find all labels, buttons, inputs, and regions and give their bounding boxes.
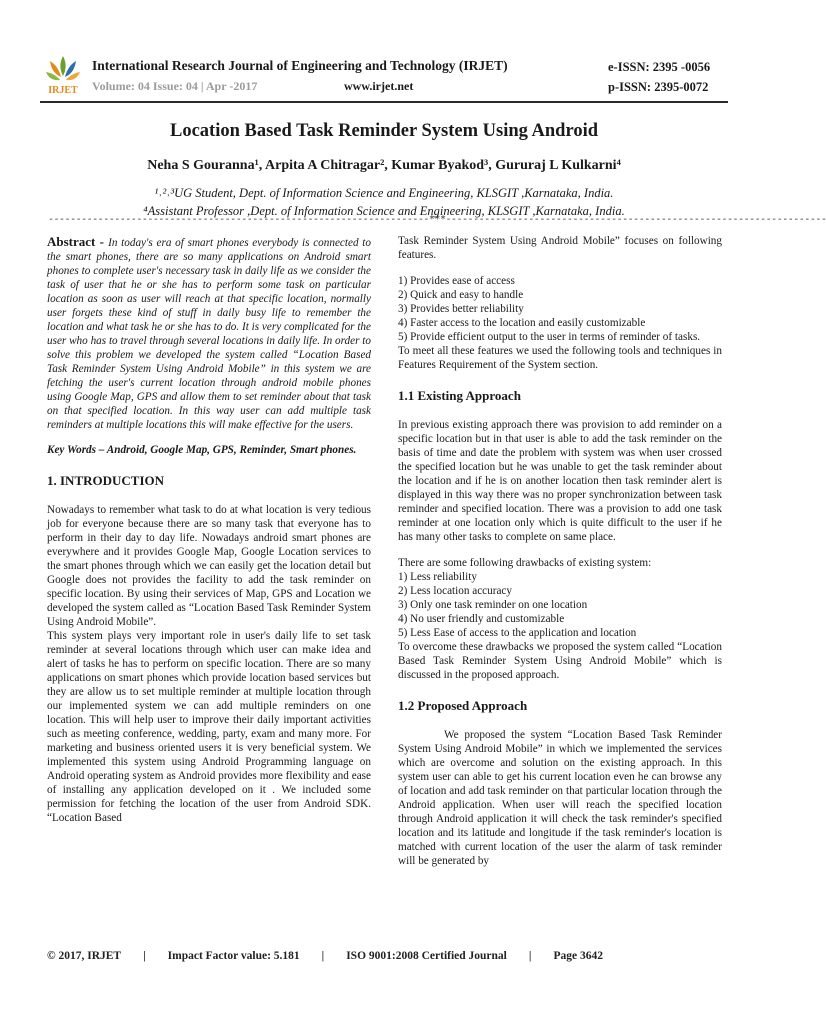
drawbacks-intro: There are some following drawbacks of existing system: [398,557,652,569]
separator-line: ---------------------------------------------------------------------***--------------------------------------------------------------------- [48,214,826,225]
drawback-item: 1) Less reliability [398,571,477,583]
logo-text: IRJET [48,85,78,96]
affiliation-1: ¹˒²˒³UG Student, Dept. of Information Science and Engineering, KLSGIT ,Karnataka, India. [154,186,614,200]
abstract-text: In today's era of smart phones everybody is connected to the smart phones, there are so many applications on Android smart phones to complete user's necessary task in daily life as we consider the task of user that he or she has to perform some task on particular location as soon as user will reach at that specific location, normally user forgets these kind of stuff in daily busy life to remember the location and what task he or she has to do. It is very complicated for the user who has to travel through several locations in daily life. In order to solve this problem we developed the system called “Location Based Task Reminder System Using Android Mobile” in this system we are fetching the user's current location through android mobile phones using Google Map, GPS and allow them to set reminder about that task on that specified location. In this way user can add multiple task reminders at multiple locations this will make effective for the users. [47,237,371,431]
abstract [47,234,371,432]
keywords: Key Words – Android, Google Map, GPS, Reminder, Smart phones. [47,444,357,456]
drawback-item: 2) Less location accuracy [398,585,512,597]
proposed-approach-heading: 1.2 Proposed Approach [398,698,528,713]
proposed-approach-paragraph: We proposed the system “Location Based Task Reminder System Using Android Mobile” in which we implemented the services which are overcome and solution on the existing approach. In this system user can able to get his current location even he can browse any of location and add task reminder on that particular location through the Android application. When user will reach the specified location through Android application it will check the task reminder's specified location and its latitude and longitude if the task reminder's location is matched with current location of the user the alarm of task reminder will be generated by [398,729,722,867]
footer-iso: ISO 9001:2008 Certified Journal [346,950,507,962]
existing-approach-paragraph: In previous existing approach there was provision to add reminder on a specific location but in that user is able to add the task reminder on the basis of time and date the problem with system was when user crossed the specified location but he was unable to get the task reminder about the location and if he is on another location then task reminder alert is displayed in this way there was no proper synchronization between task reminder and specified location. There was a provision to add one task reminder at one location only which is quite difficult to the user if he has many other tasks to complete on same place. [398,419,722,543]
feature-item: 1) Provides ease of access [398,275,515,287]
footer-page-number: Page 3642 [553,950,603,962]
existing-approach-heading: 1.1 Existing Approach [398,388,521,403]
intro-paragraph-2: This system plays very important role in user's daily life to set task reminder at several locations through which user can make idea and alert of tasks he has to perform on specific location. There are so many applications on smart phones which provide location based services but they are allow us to set multiple reminder at multiple location through our implemented system we can add multiple reminders on one location. This will help user to improve their daily important activities such as meeting conference, wedding, party, exam and many more. For marketing and business oriented users it is very beneficial system. We implemented this system using Android Programming language on Android operating system as Android provides more flexibility and ease of installing any application developed on it . We included some permission for fetching the location of the user from Android SDK. “Location Based [47,630,371,824]
page-footer: © 2017, IRJET | Impact Factor value: 5.181 | ISO 9001:2008 Certified Journal | Page 3642 [47,950,603,962]
drawback-item: 5) Less Ease of access to the application and location [398,627,637,639]
paper-title: Location Based Task Reminder System Using Android [170,121,598,141]
journal-header [0,0,768,104]
footer-copyright: © 2017, IRJET [47,950,122,962]
feature-item: 4) Faster access to the location and easily customizable [398,317,646,329]
feature-item: 3) Provides better reliability [398,303,524,315]
volume-issue: Volume: 04 Issue: 04 | Apr -2017 [92,79,258,93]
footer-impact-factor: Impact Factor value: 5.181 [167,950,300,962]
features-intro: Task Reminder System Using Android Mobile” focuses on following features. [398,235,722,261]
overcome-text: To overcome these drawbacks we proposed the system called “Location Based Task Reminder System Using Android Mobile” which is discussed in the proposed approach. [398,641,722,681]
abstract-label: Abstract - [47,234,109,249]
drawback-item: 4) No user friendly and customizable [398,613,565,625]
journal-name: International Research Journal of Engineering and Technology (IRJET) [92,58,508,73]
affiliation-2: ⁴Assistant Professor ,Dept. of Information Science and Engineering, KLSGIT ,Karnataka, India. [143,204,625,218]
tools-text: To meet all these features we used the following tools and techniques in Features Requirement of the System section. [398,345,722,371]
feature-item: 5) Provide efficient output to the user in terms of reminder of tasks. [398,331,701,343]
drawback-item: 3) Only one task reminder on one location [398,599,588,611]
intro-heading: 1. INTRODUCTION [47,473,165,488]
p-issn: p-ISSN: 2395-0072 [608,80,709,94]
right-column [398,234,722,868]
journal-website: www.irjet.net [344,79,414,93]
header-rule [40,101,728,103]
e-issn: e-ISSN: 2395 -0056 [608,60,711,74]
feature-item: 2) Quick and easy to handle [398,289,524,301]
left-column [47,234,371,825]
intro-paragraph-1: Nowadays to remember what task to do at what location is very tedious job for everyone because there are so many task that everyone has to perform in their day to day life. Nowadays android smart phones are everywhere and it provides Google Map, Google Location services to the smart phones through which we can easily get the location detail but Google does not provides the facility to add the task reminder on specific location. By using their services of Map, GPS and Location we developed the system called as “Location Based Task Reminder System Using Android Mobile”. [47,504,371,628]
irjet-logo [40,52,86,96]
paper-authors: Neha S Gouranna¹, Arpita A Chitragar², Kumar Byakod³, Gururaj L Kulkarni⁴ [147,158,621,173]
